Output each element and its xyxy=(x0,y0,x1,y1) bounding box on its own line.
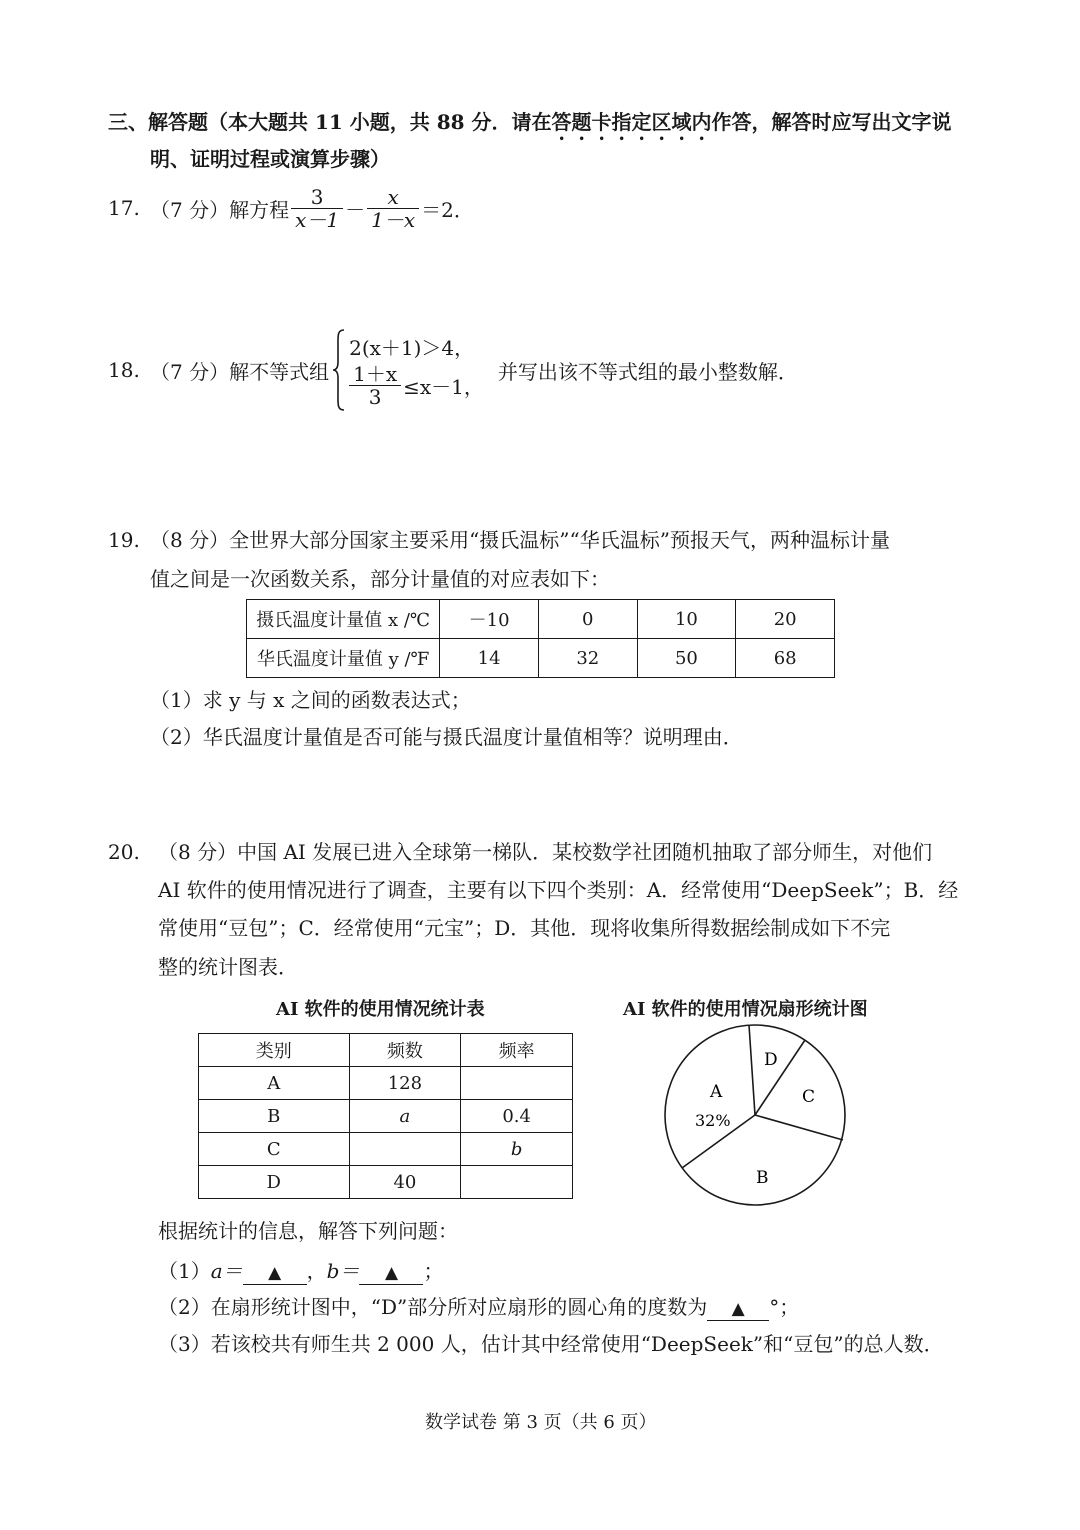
table-row xyxy=(247,600,835,639)
section-title-emphasis: 答题卡指定区域内 xyxy=(551,110,712,134)
q20-line1: （8 分）中国 AI 发展已进入全球第一梯队．某校数学社团随机抽取了部分师生，对他们 xyxy=(158,840,933,864)
q18-prompt: （7 分）解不等式组 xyxy=(150,359,330,384)
q18-tail: 并写出该不等式组的最小整数解． xyxy=(497,359,798,384)
q18-number: 18. xyxy=(108,358,140,382)
q19-temperature-table xyxy=(246,599,835,678)
table-row xyxy=(199,1067,573,1100)
question-18 xyxy=(108,325,798,415)
q17-prompt: （7 分）解方程 xyxy=(150,197,290,222)
table-cell xyxy=(461,1067,573,1100)
table-cell: 华氏温度计量值 y /℉ xyxy=(247,639,440,678)
table-row xyxy=(199,1133,573,1166)
table-cell xyxy=(461,1166,573,1199)
table-row xyxy=(199,1034,573,1067)
table-header: 频数 xyxy=(349,1034,461,1067)
question-17: 17. （7 分）解方程 $\frac{3}{x-1}$ － $\frac{x}{1-x}$ ＝2． xyxy=(108,184,474,232)
pie-label-c: C xyxy=(802,1087,816,1107)
q17-fraction-1: $\frac{3}{x-1}$ xyxy=(291,186,343,231)
table-cell: 20 xyxy=(736,600,835,639)
table-cell: A xyxy=(199,1067,350,1100)
q20-sub3: （3）若该校共有师生共 2 000 人，估计其中经常使用“DeepSeek”和“豆包”的总人数． xyxy=(158,1332,944,1356)
q17-equals: ＝2． xyxy=(421,197,474,222)
pie-divider-c-b xyxy=(755,1115,843,1140)
pie-divider-a-d xyxy=(749,1025,755,1115)
table-row xyxy=(199,1100,573,1133)
page-footer: 数学试卷 第 3 页（共 6 页） xyxy=(425,1412,657,1433)
q20-line4: 整的统计图表． xyxy=(158,955,298,979)
q19-sub2: （2）华氏温度计量值是否可能与摄氏温度计量值相等？说明理由． xyxy=(150,725,743,749)
table-cell: 40 xyxy=(349,1166,461,1199)
q20-intro: 根据统计的信息，解答下列问题： xyxy=(158,1219,458,1243)
table-cell: 摄氏温度计量值 x /℃ xyxy=(247,600,440,639)
table-cell: 14 xyxy=(440,639,539,678)
q18-inequality-1: 2(x＋1)＞4， xyxy=(349,335,475,360)
q19-sub1: （1）求 y 与 x 之间的函数表达式； xyxy=(150,688,471,712)
q20-table-title: AI 软件的使用情况统计表 xyxy=(276,999,485,1020)
q18-inequality-2: $\frac{1+x}{3}$ ≤x－1， xyxy=(349,363,484,408)
q20-sub1: （1）a＝ ▲ ，b＝ ▲ ； xyxy=(158,1259,444,1283)
table-cell: －10 xyxy=(440,600,539,639)
q20-pie-chart xyxy=(650,1010,860,1220)
q20-line3: 常使用“豆包”；C．经常使用“元宝”；D．其他．现将收集所得数据绘制成如下不完 xyxy=(158,916,891,940)
q18-system xyxy=(349,333,484,408)
pie-label-a: A xyxy=(710,1082,723,1102)
q19-line1: （8 分）全世界大部分国家主要采用“摄氏温标”“华氏温标”预报天气，两种温标计量 xyxy=(150,528,890,552)
q19-number: 19. xyxy=(108,528,140,552)
table-cell: 68 xyxy=(736,639,835,678)
q19-line2: 值之间是一次函数关系，部分计量值的对应表如下： xyxy=(150,567,610,591)
answer-blank-b[interactable]: ▲ xyxy=(359,1262,423,1285)
section-title: 三、解答题（本大题共 11 小题，共 88 分．请在答题卡指定区域内作答，解答时应写出文字说 xyxy=(108,110,952,134)
question-19 xyxy=(108,526,890,554)
pie-label-d: D xyxy=(764,1050,778,1070)
table-row xyxy=(199,1166,573,1199)
table-cell: b xyxy=(461,1133,573,1166)
table-cell: 10 xyxy=(637,600,736,639)
table-cell: a xyxy=(349,1100,461,1133)
q17-number: 17. xyxy=(108,196,140,220)
table-cell: B xyxy=(199,1100,350,1133)
q20-frequency-table xyxy=(198,1033,573,1199)
section-title-line2: 明、证明过程或演算步骤） xyxy=(150,147,390,171)
answer-blank-angle[interactable]: ▲ xyxy=(707,1298,769,1321)
table-cell: 0.4 xyxy=(461,1100,573,1133)
pie-label-a-percent: 32% xyxy=(695,1111,731,1130)
q20-number: 20. xyxy=(108,840,140,864)
q17-fraction-2: $\frac{x}{1-x}$ xyxy=(367,186,419,231)
q20-sub2: （2）在扇形统计图中，“D”部分所对应扇形的圆心角的度数为 ▲ °； xyxy=(158,1295,800,1319)
table-cell: 50 xyxy=(637,639,736,678)
table-cell: 32 xyxy=(538,639,637,678)
q20-line2: AI 软件的使用情况进行了调查，主要有以下四个类别：A．经常使用“DeepSeek”；B．经 xyxy=(158,878,959,902)
table-cell: 0 xyxy=(538,600,637,639)
table-cell: D xyxy=(199,1166,350,1199)
table-header: 类别 xyxy=(199,1034,350,1067)
question-20 xyxy=(108,838,932,866)
table-cell: 128 xyxy=(349,1067,461,1100)
answer-blank-a[interactable]: ▲ xyxy=(243,1262,307,1285)
left-brace-icon xyxy=(331,328,347,412)
table-row xyxy=(247,639,835,678)
table-cell: C xyxy=(199,1133,350,1166)
table-header: 频率 xyxy=(461,1034,573,1067)
pie-divider-d-c xyxy=(755,1040,805,1115)
table-cell xyxy=(349,1133,461,1166)
q20-pie-title: AI 软件的使用情况扇形统计图 xyxy=(623,999,868,1020)
pie-label-b: B xyxy=(756,1168,769,1188)
